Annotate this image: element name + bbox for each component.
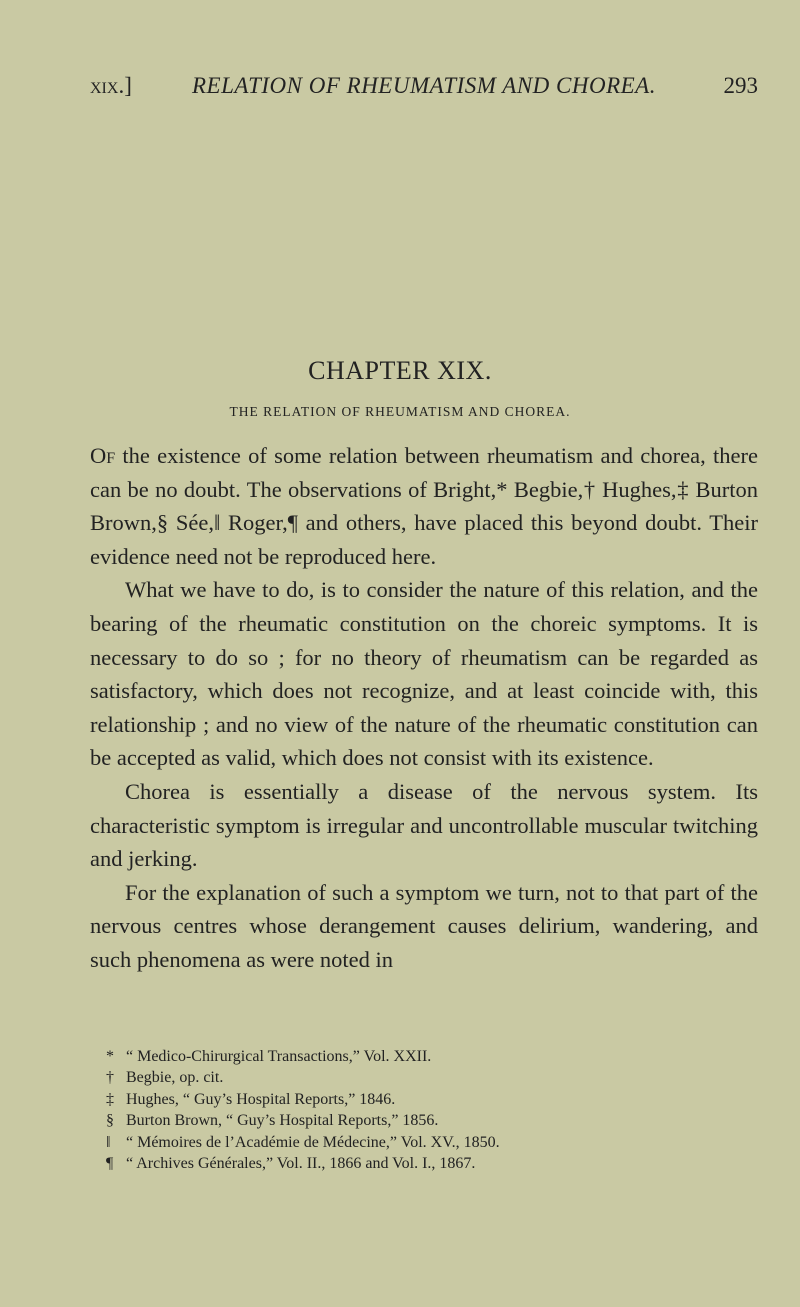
footnote-mark: ¶ xyxy=(106,1155,114,1173)
chapter-title: CHAPTER XIX. xyxy=(308,356,492,385)
footnote-mark: § xyxy=(106,1112,114,1130)
footnote-text: “ Medico-Chirurgical Transactions,” Vol. XXII. xyxy=(126,1048,432,1065)
footnote-text: “ Archives Générales,” Vol. II., 1866 and Vol. I., 1867. xyxy=(126,1155,476,1173)
body-block-1 xyxy=(90,439,758,775)
footnote xyxy=(106,1046,758,1067)
footnote xyxy=(106,1153,758,1174)
footnote-mark: ‡ xyxy=(106,1090,114,1108)
body-block-2 xyxy=(90,775,758,977)
footnote-mark: ‖ xyxy=(106,1133,111,1151)
section-marker: xix.] xyxy=(90,73,132,98)
paragraph-2: What we have to do, is to consider the nature of this relation, and the bearing of the rheumatic constitution on the choreic symptoms. It is necessary to do so ; for no theory of rheumatism can be regarded as satisfactory, which does not recognize, and at least coincide with, this relationship ; and no view of the nature of the rheumatic constitution can be accepted as valid, which does not consist with its existence. xyxy=(90,577,758,771)
footnotes xyxy=(106,1046,758,1174)
paragraph-3: Chorea is essentially a disease of the nervous system. Its characteristic symptom is irregular and uncontrollable muscular twitching and jerking. xyxy=(90,779,758,872)
footnote-text: Burton Brown, “ Guy’s Hospital Reports,” 1856. xyxy=(126,1112,439,1130)
footnote xyxy=(106,1089,758,1110)
paragraph-4: For the explanation of such a symptom we turn, not to that part of the nervous centres whose derangement causes delirium, wandering, and such phenomena as were noted in xyxy=(90,879,758,972)
running-title: RELATION OF RHEUMATISM AND CHOREA. xyxy=(192,73,656,98)
running-header xyxy=(90,73,758,103)
footnote-text: “ Mémoires de l’Académie de Médecine,” Vol. XV., 1850. xyxy=(126,1133,500,1151)
footnote xyxy=(106,1067,758,1088)
paragraph-lead: Of xyxy=(90,443,116,468)
footnote xyxy=(106,1110,758,1131)
footnote-text: Hughes, “ Guy’s Hospital Reports,” 1846. xyxy=(126,1090,396,1108)
footnote-mark: † xyxy=(106,1069,114,1087)
paragraph-text: the existence of some relation between rheumatism and chorea, there can be no doubt. The observations of Bright,* Begbie,† Hughes,‡ Burton Brown,§ Sée,‖ Roger,¶ and others, have placed this beyond doubt. Their evidence need not be reproduced here. xyxy=(90,443,758,569)
chapter-subtitle: THE RELATION OF RHEUMATISM AND CHOREA. xyxy=(229,404,571,419)
page-number: 293 xyxy=(723,73,758,98)
paragraph-1 xyxy=(90,439,758,573)
footnote xyxy=(106,1132,758,1153)
footnote-mark: * xyxy=(106,1048,114,1065)
footnote-text: Begbie, op. cit. xyxy=(126,1069,224,1087)
